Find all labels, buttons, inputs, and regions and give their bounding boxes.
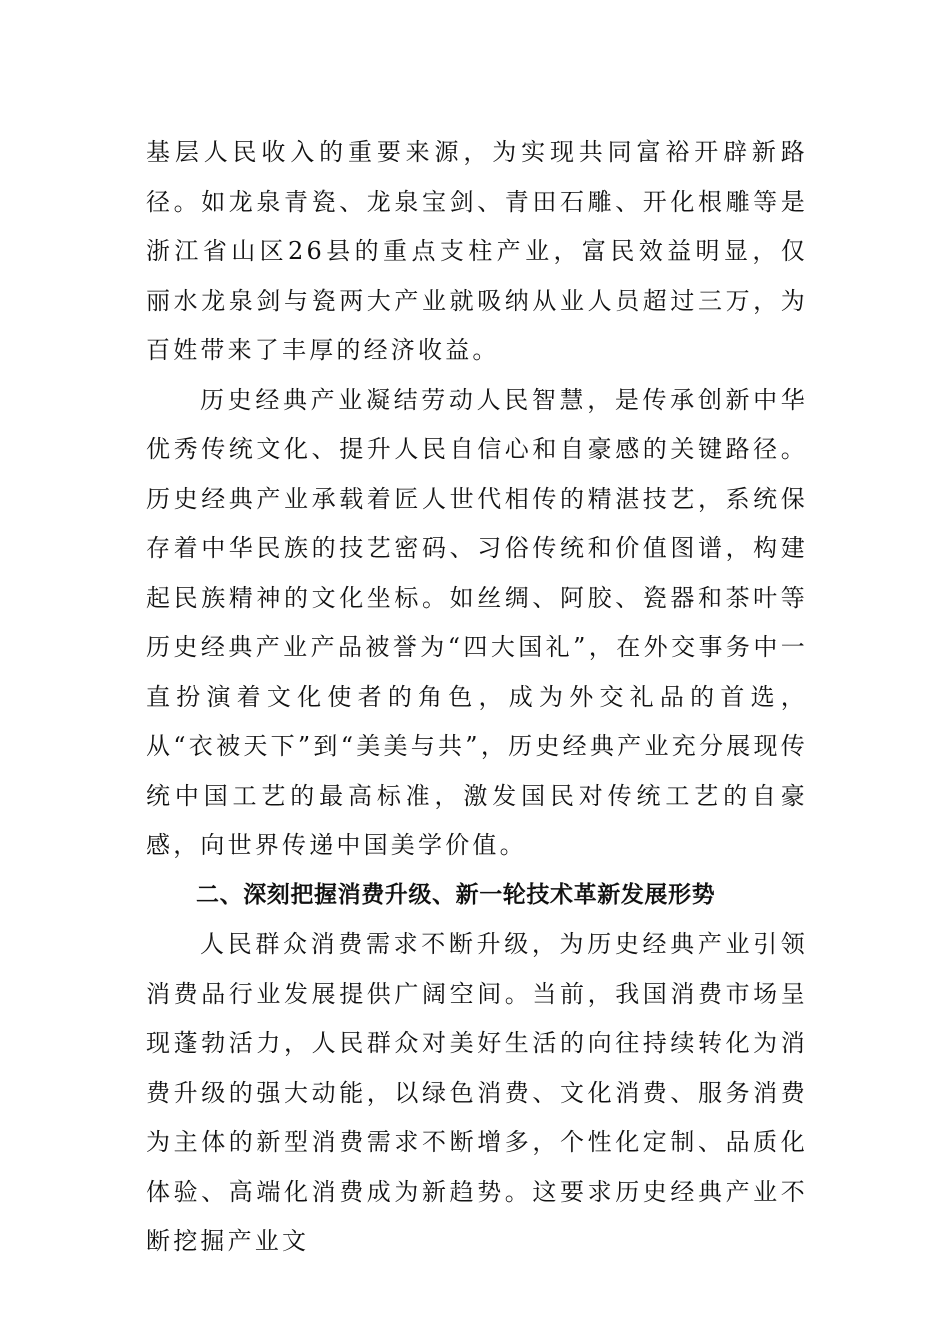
paragraph-cultural-heritage: 历史经典产业凝结劳动人民智慧，是传承创新中华优秀传统文化、提升人民自信心和自豪感的关键路径。历史经典产业承载着匠人世代相传的精湛技艺，系统保存着中华民族的技艺密码、习俗传统和价值图谱，构建起民族精神的文化坐标。如丝绸、阿胶、瓷器和茶叶等历史经典产业产品被誉为“四大国礼”，在外交事务中一直扮演着文化使者的角色，成为外交礼品的首选，从“衣被天下”到“美美与共”，历史经典产业充分展现传统中国工艺的最高标准，激发国民对传统工艺的自豪感，向世界传递中国美学价值。 xyxy=(146,385,808,859)
document-body xyxy=(146,128,808,1267)
section-heading: 二、深刻把握消费升级、新一轮技术革新发展形势 xyxy=(196,881,716,908)
paragraph-consumption-upgrade: 人民群众消费需求不断升级，为历史经典产业引领消费品行业发展提供广阔空间。当前，我国消费市场呈现蓬勃活力，人民群众对美好生活的向往持续转化为消费升级的强大动能，以绿色消费、文化消费、服务消费为主体的新型消费需求不断增多，个性化定制、品质化体验、高端化消费成为新趋势。这要求历史经典产业不断挖掘产业文 xyxy=(146,930,808,1255)
paragraph-continuation: 基层人民收入的重要来源，为实现共同富裕开辟新路径。如龙泉青瓷、龙泉宝剑、青田石雕、开化根雕等是浙江省山区26县的重点支柱产业，富民效益明显，仅丽水龙泉剑与瓷两大产业就吸纳从业人员超过三万，为百姓带来了丰厚的经济收益。 xyxy=(146,138,808,364)
